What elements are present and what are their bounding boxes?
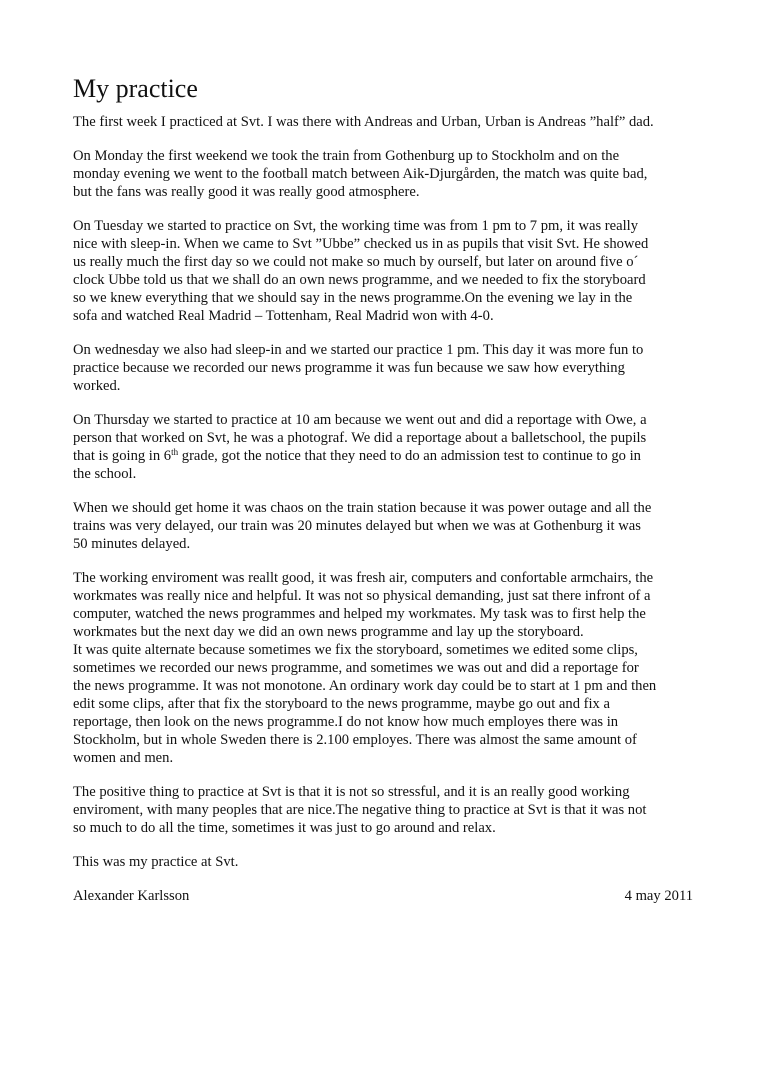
paragraph-intro [73, 113, 693, 131]
text-line: worked. [73, 378, 121, 394]
paragraph-work-tasks [73, 641, 693, 767]
paragraph-travel-home [73, 499, 693, 553]
text-line: On Monday the first weekend we took the train from Gothenburg up to Stockholm and on the [73, 148, 620, 164]
text-line: It was quite alternate because sometimes we fix the storyboard, sometimes we edited some clips, [73, 642, 638, 658]
text-line: monday evening we went to the football match between Aik-Djurgården, the match was quite bad, [73, 166, 648, 182]
text-line: enviroment, with many peoples that are nice.The negative thing to practice at Svt is that it was not [73, 802, 647, 818]
text-line: us really much the first day so we could not make so much by ourself, but later on around five o´ [73, 254, 639, 270]
text-line-grade [73, 447, 693, 465]
text-line: clock Ubbe told us that we shall do an own news programme, and we needed to fix the storyboard [73, 272, 646, 288]
text-line: On Tuesday we started to practice on Svt, the working time was from 1 pm to 7 pm, it was really [73, 218, 639, 234]
grade-superscript: th [171, 447, 179, 457]
text-line: On Thursday we started to practice at 10 am because we went out and did a reportage with Owe, a [73, 412, 647, 428]
text-line: computer, watched the news programmes and helped my workmates. My task was to first help the [73, 606, 646, 622]
text-line: reportage, then look on the news programme.I do not know how much employes there was in [73, 714, 619, 730]
paragraph-tuesday [73, 217, 693, 325]
text-line: This was my practice at Svt. [73, 854, 239, 870]
text-line: sometimes we recorded our news programme, and sometimes we was out and did a reportage for [73, 660, 639, 676]
paragraph-thursday [73, 411, 693, 483]
document-title: My practice [73, 74, 198, 103]
paragraph-work-environment [73, 569, 693, 641]
text-line: Stockholm, but in whole Sweden there is 2.100 employes. There was almost the same amount of [73, 732, 637, 748]
paragraph-summary [73, 783, 693, 837]
text-line: When we should get home it was chaos on the train station because it was power outage and all the [73, 500, 652, 516]
grade-text-end: grade, got the notice that they need to do an admission test to continue to go in [178, 448, 641, 464]
text-line: nice with sleep-in. When we came to Svt ”Ubbe” checked us in as pupils that visit Svt. He showed [73, 236, 649, 252]
text-line: person that worked on Svt, he was a photograf. We did a reportage about a balletschool, the pupils [73, 430, 647, 446]
signature-row [73, 887, 693, 905]
text-line: the school. [73, 466, 137, 482]
paragraph-monday [73, 147, 693, 201]
text-line: so we knew everything that we should say in the news programme.On the evening we lay in the [73, 290, 633, 306]
text-line: The working enviroment was reallt good, it was fresh air, computers and confortable armchairs, the [73, 570, 654, 586]
text-line: workmates was really nice and helpful. It was not so physical demanding, just sat there infront of a [73, 588, 651, 604]
grade-text-start: that is going in 6 [73, 448, 172, 464]
text-line: women and men. [73, 750, 174, 766]
author-name: Alexander Karlsson [73, 888, 190, 904]
document-page [73, 73, 693, 905]
document-date: 4 may 2011 [624, 888, 693, 904]
paragraph-closing [73, 853, 693, 871]
text-line: sofa and watched Real Madrid – Tottenham, Real Madrid won with 4-0. [73, 308, 494, 324]
text-line: the news programme. It was not monotone. An ordinary work day could be to start at 1 pm and then [73, 678, 657, 694]
text-line: so much to do all the time, sometimes it was just to go around and relax. [73, 820, 496, 836]
text-line: but the fans was really good it was really good atmosphere. [73, 184, 420, 200]
text-line: The positive thing to practice at Svt is that it is not so stressful, and it is an really good working [73, 784, 630, 800]
paragraph-wednesday [73, 341, 693, 395]
text-line: edit some clips, after that fix the storyboard to the news programme, maybe go out and fix a [73, 696, 610, 712]
text-line: trains was very delayed, our train was 20 minutes delayed but when we was at Gothenburg it was [73, 518, 641, 534]
text-line: practice because we recorded our news programme it was fun because we saw how everything [73, 360, 625, 376]
text-line: The first week I practiced at Svt. I was there with Andreas and Urban, Urban is Andreas ”half” dad. [73, 114, 654, 130]
text-line: 50 minutes delayed. [73, 536, 191, 552]
text-line: On wednesday we also had sleep-in and we started our practice 1 pm. This day it was more fun to [73, 342, 644, 358]
text-line: workmates but the next day we did an own news programme and lay up the storyboard. [73, 624, 584, 640]
